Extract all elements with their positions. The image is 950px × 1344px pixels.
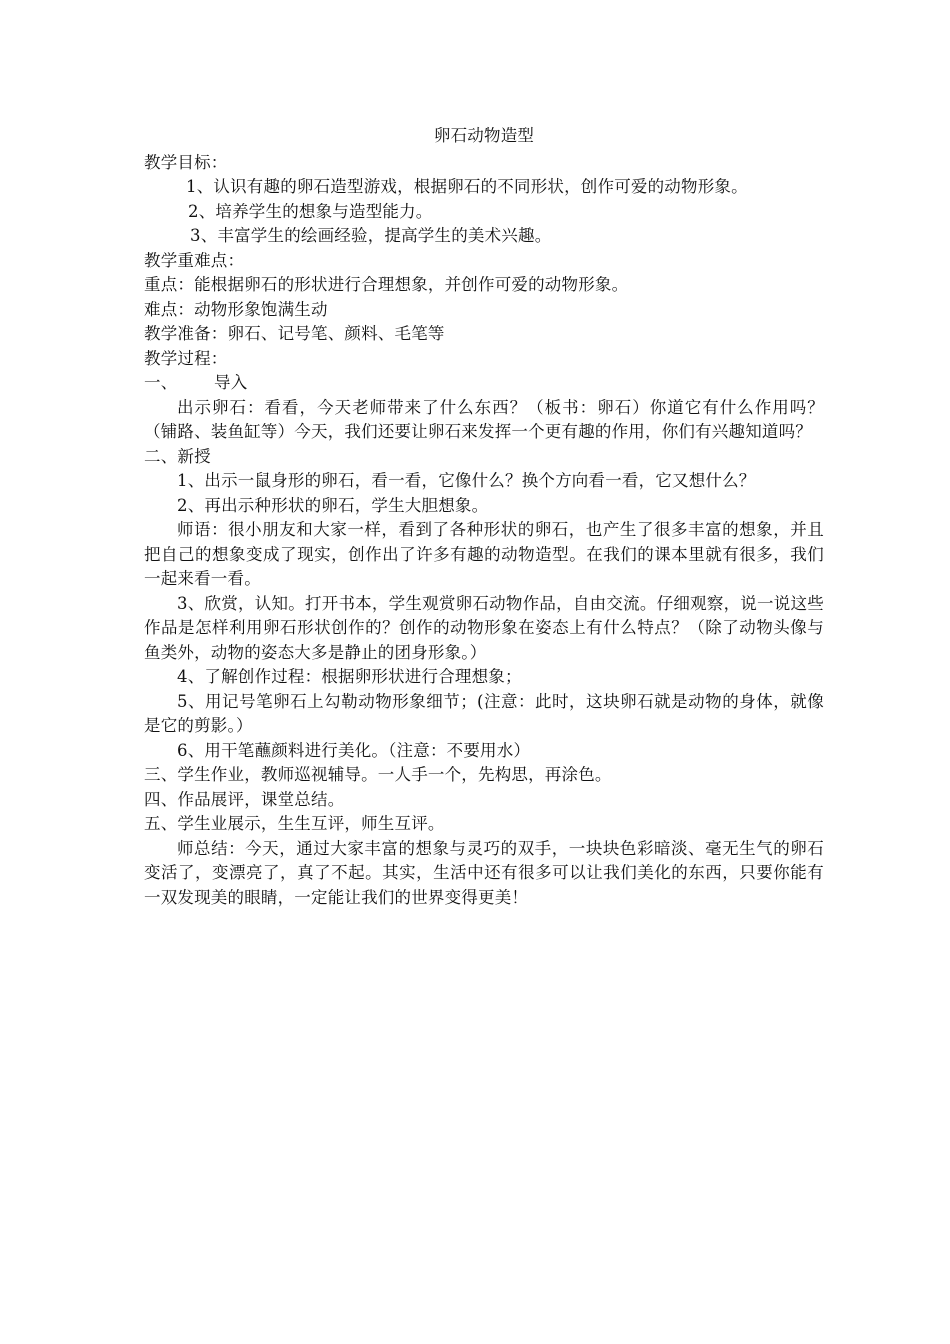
objective-item-1: 1、认识有趣的卵石造型游戏，根据卵石的不同形状，创作可爱的动物形象。: [186, 177, 748, 196]
step2-item-1: 1、出示一鼠身形的卵石，看一看，它像什么？换个方向看一看，它又想什么？: [177, 471, 756, 490]
objective-item-3: 3、丰富学生的绘画经验，提高学生的美术兴趣。: [190, 226, 552, 245]
step2-item-4: 4、了解创作过程：根据卵形状进行合理想象；: [177, 667, 522, 686]
step3: 三、学生作业，教师巡视辅导。一人手一个，先构思，再涂色。: [144, 765, 612, 784]
preparation: 教学准备：卵石、记号笔、颜料、毛笔等: [144, 324, 445, 343]
process-heading: 教学过程：: [144, 348, 228, 368]
key-point: 重点：能根据卵石的形状进行合理想象，并创作可爱的动物形象。: [144, 275, 629, 294]
key-points-heading: 教学重难点：: [144, 250, 245, 270]
document-title: 卵石动物造型: [433, 126, 535, 145]
objectives-heading: 教学目标：: [144, 152, 228, 172]
step1-heading: [144, 371, 824, 396]
objective-item-2: 2、培养学生的想象与造型能力。: [188, 201, 433, 221]
step5: 五、学生业展示，生生互评，师生互评。: [144, 814, 445, 833]
teacher-summary: 师总结：今天，通过大家丰富的想象与灵巧的双手，一块块色彩暗淡、毫无生气的卵石变活了，变漂亮了，真了不起。其实，生活中还有很多可以让我们美化的东西，只要你能有一双发现美的眼睛，一定能让我们的世界变得更美！: [144, 838, 824, 907]
step2-teacher-speech: 师语：很小朋友和大家一样，看到了各种形状的卵石，也产生了很多丰富的想象，并且把自己的想象变成了现实，创作出了许多有趣的动物造型。在我们的课本里就有很多，我们一起来看一看。: [144, 520, 824, 588]
step2-heading: 二、新授: [144, 446, 211, 466]
step2-item-6: 6、用干笔蘸颜料进行美化。（注意：不要用水）: [177, 740, 531, 760]
step4: 四、作品展评，课堂总结。: [144, 789, 345, 809]
step2-item-3: 3、欣赏，认知。打开书本，学生观赏卵石动物作品，自由交流。仔细观察，说一说这些作品是怎样利用卵石形状创作的？创作的动物形象在姿态上有什么特点？（除了动物头像与鱼类外，动物的姿态大多是静止的团身形象。）: [144, 593, 824, 662]
step2-item-5: 5、用记号笔卵石上勾勒动物形象细节；(注意：此时，这块卵石就是动物的身体，就像是它的剪影。）: [144, 691, 824, 735]
step1-number: 一、: [144, 373, 178, 392]
difficulty-point: 难点：动物形象饱满生动: [144, 299, 328, 319]
step1-title: 导入: [214, 373, 248, 392]
step1-text: 出示卵石：看看，今天老师带来了什么东西？（板书：卵石）你道它有什么作用吗？（铺路、装鱼缸等）今天，我们还要让卵石来发挥一个更有趣的作用，你们有兴趣知道吗？: [144, 397, 824, 441]
step2-item-2: 2、再出示种形状的卵石，学生大胆想象。: [177, 495, 489, 515]
document-body: [144, 124, 824, 910]
